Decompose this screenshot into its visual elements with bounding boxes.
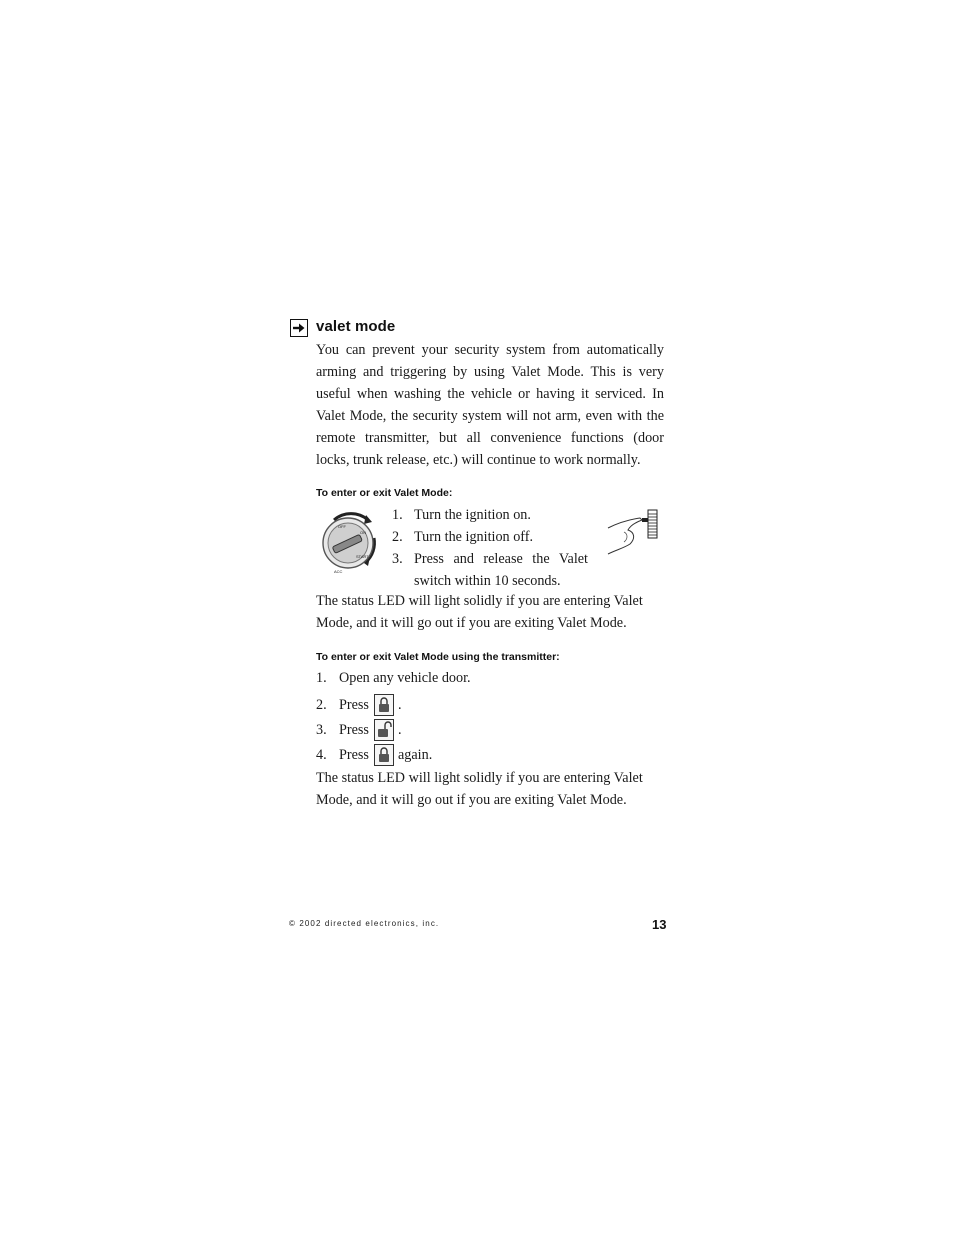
section-title: valet mode xyxy=(316,318,396,335)
unlock-button-icon xyxy=(374,719,394,741)
ignition-result-paragraph: The status LED will light solidly if you are entering Valet Mode, and it will go out if you are exiting Valet Mode. xyxy=(316,593,643,631)
list-item xyxy=(316,694,402,716)
lock-button-icon xyxy=(374,694,394,716)
step-number: 3. xyxy=(392,551,403,567)
step-number: 1. xyxy=(392,507,403,523)
ignition-switch-icon xyxy=(316,506,382,576)
ignition-label-off: OFF xyxy=(338,524,346,529)
step-text-continued: switch within 10 seconds. xyxy=(414,573,561,589)
step-number: 4. xyxy=(316,746,327,763)
transmitter-result-paragraph: The status LED will light solidly if you are entering Valet Mode, and it will go out if you are exiting Valet Mode. xyxy=(316,770,643,808)
step-text: Press and release the Valet xyxy=(414,551,588,567)
ignition-subheading: To enter or exit Valet Mode: xyxy=(316,487,453,499)
step-number: 2. xyxy=(316,696,327,713)
list-item xyxy=(316,744,432,766)
ignition-label-on: ON xyxy=(360,530,366,535)
step-text: Press xyxy=(339,696,369,713)
intro-paragraph: You can prevent your security system from automatically arming and triggering by using Valet Mode. This is very useful when washing the vehicle or having it serviced. In Valet Mode, the security system will not arm, even with the remote transmitter, but all convenience functions (door locks, trunk release, etc.) will continue to work normally. xyxy=(316,342,664,468)
step-text: Press xyxy=(339,721,369,738)
step-number: 3. xyxy=(316,721,327,738)
step-suffix: again. xyxy=(397,746,433,763)
list-item xyxy=(392,548,588,570)
lock-button-icon xyxy=(374,744,394,766)
list-item xyxy=(316,670,471,687)
ignition-steps-list xyxy=(392,504,588,592)
copyright-footer: © 2002 directed electronics, inc. xyxy=(289,919,440,928)
transmitter-subheading: To enter or exit Valet Mode using the transmitter: xyxy=(316,651,560,663)
step-text: Turn the ignition off. xyxy=(414,529,534,545)
valet-switch-press-icon xyxy=(604,506,662,558)
step-text: Turn the ignition on. xyxy=(414,507,531,523)
step-text: Open any vehicle door. xyxy=(339,670,471,686)
list-item xyxy=(316,719,402,741)
step-text: Press xyxy=(339,746,369,763)
list-item xyxy=(392,526,588,548)
step-number: 2. xyxy=(392,529,403,545)
section-arrow-icon xyxy=(290,319,308,337)
ignition-label-acc: ACC xyxy=(334,569,343,574)
step-suffix: . xyxy=(397,696,402,713)
ignition-label-start: START xyxy=(356,554,369,559)
step-number: 1. xyxy=(316,670,327,686)
step-suffix: . xyxy=(397,721,402,738)
list-item xyxy=(392,570,588,592)
list-item xyxy=(392,504,588,526)
page-number: 13 xyxy=(652,917,667,932)
